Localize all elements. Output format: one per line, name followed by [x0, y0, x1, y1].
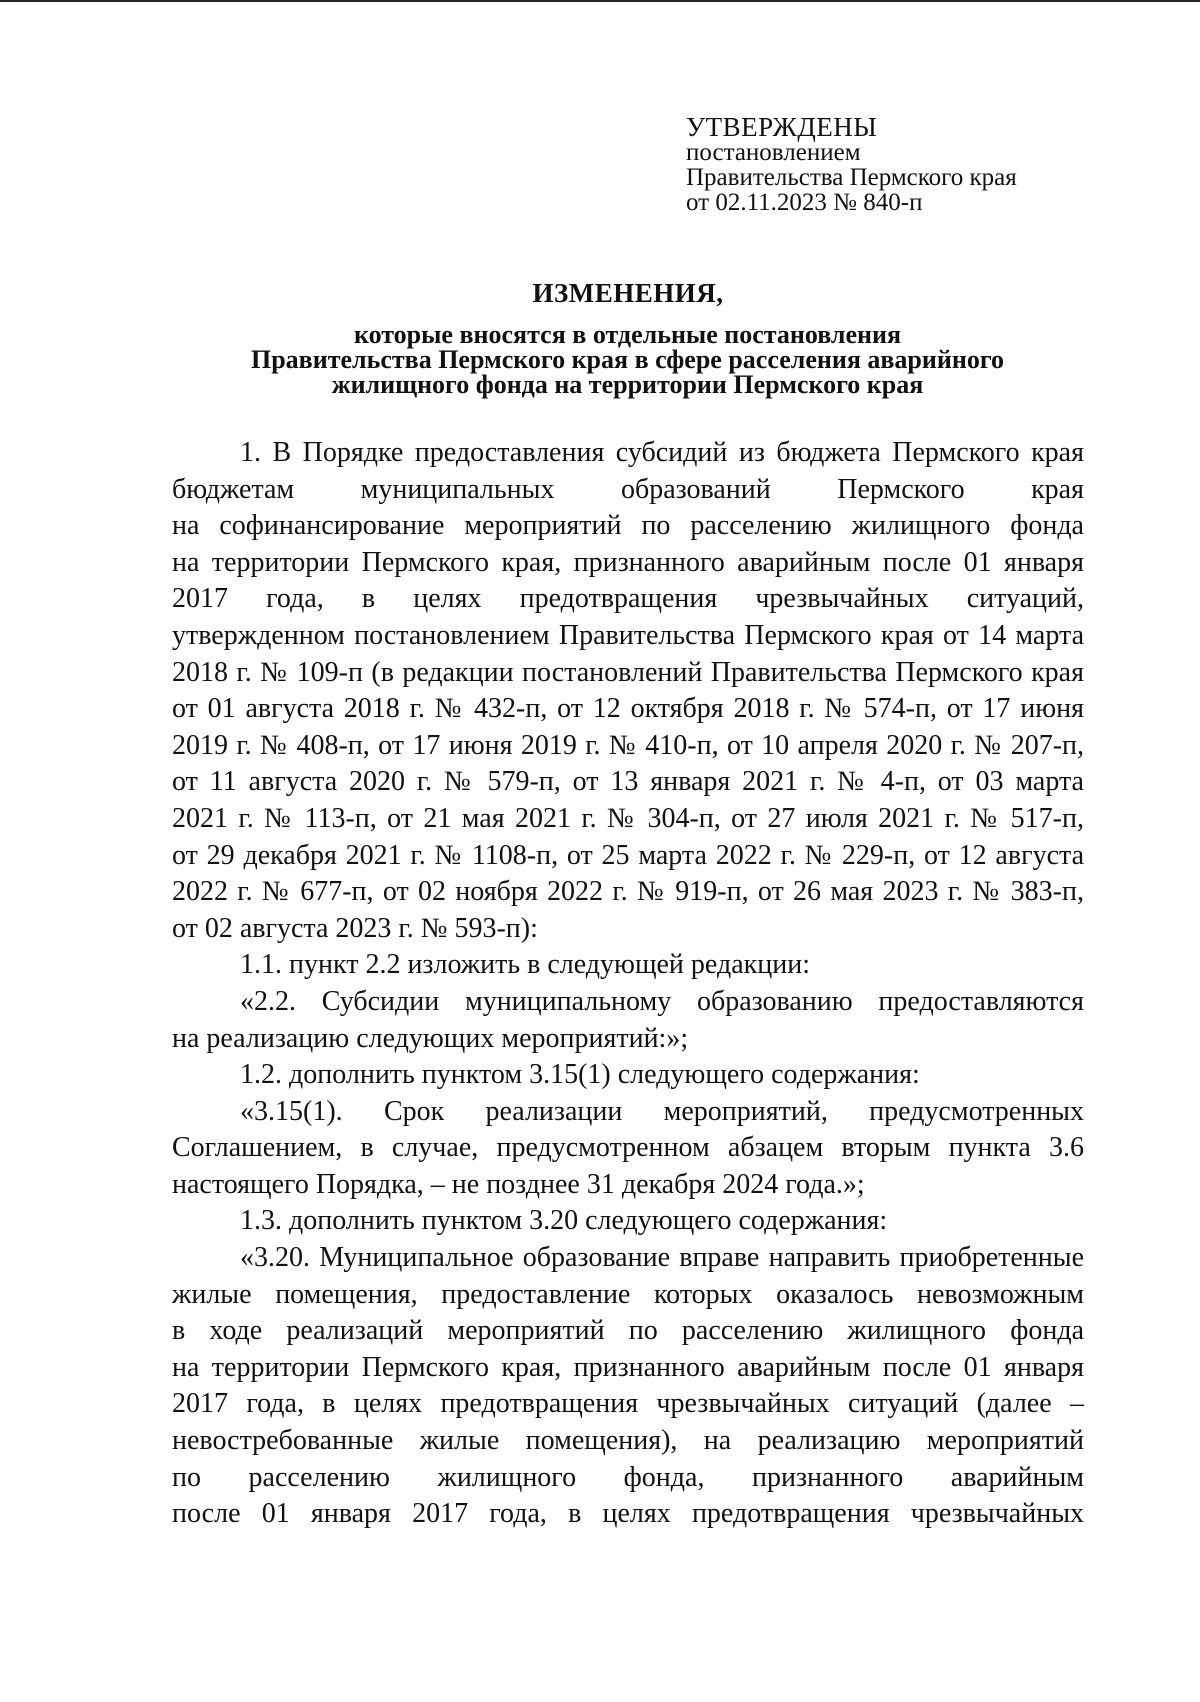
quote-3-15-line: Соглашением, в случае, предусмотренном абзацем вторым пункта 3.6: [172, 1132, 1084, 1164]
paragraph-1-line: от 01 августа 2018 г. № 432-п, от 12 октября 2018 г. № 574-п, от 17 июня: [172, 693, 1084, 725]
paragraph-1-line: 1. В Порядке предоставления субсидий из бюджета Пермского края: [240, 437, 1084, 468]
approval-date-number: от 02.11.2023 № 840-п: [686, 189, 923, 216]
approval-heading: УТВЕРЖДЕНЫ: [686, 112, 878, 142]
paragraph-1-line: от 29 декабря 2021 г. № 1108-п, от 25 марта 2022 г. № 229-п, от 12 августа: [172, 839, 1084, 871]
approval-stamp: [686, 112, 1126, 216]
paragraph-1-line: от 11 августа 2020 г. № 579-п, от 13 января 2021 г. № 4-п, от 03 марта: [172, 766, 1084, 798]
paragraph-1-line: 2019 г. № 408-п, от 17 июня 2019 г. № 410-п, от 10 апреля 2020 г. № 207-п,: [172, 729, 1084, 761]
subtitle-line: Правительства Пермского края в сфере расселения аварийного: [250, 345, 1004, 374]
paragraph-1-line: 2017 года, в целях предотвращения чрезвычайных ситуаций,: [172, 583, 1084, 615]
paragraph-1-line: утвержденном постановлением Правительства Пермского края от 14 марта: [172, 619, 1084, 651]
approval-line: Правительства Пермского края: [686, 164, 1017, 191]
document-title: ИЗМЕНЕНИЯ,: [532, 278, 724, 308]
paragraph-1-line: 2021 г. № 113-п, от 21 мая 2021 г. № 304-п, от 27 июля 2021 г. № 517-п,: [172, 802, 1084, 834]
paragraph-1-line: бюджетам муниципальных образований Пермского края: [172, 473, 1084, 505]
quote-3-20-line: после 01 января 2017 года, в целях предотвращения чрезвычайных: [172, 1498, 1084, 1530]
paragraph-1-line: от 02 августа 2023 г. № 593-п):: [172, 912, 538, 944]
paragraph-1-line: 2022 г. № 677-п, от 02 ноября 2022 г. № 919-п, от 26 мая 2023 г. № 383-п,: [172, 876, 1084, 908]
quote-3-20-line: по расселению жилищного фонда, признанного аварийным: [172, 1461, 1084, 1493]
quote-2-2-line: на реализацию следующих мероприятий:»;: [172, 1022, 689, 1054]
subtitle-line: которые вносятся в отдельные постановления: [353, 320, 902, 349]
paragraph-1-line: на софинансирование мероприятий по расселению жилищного фонда: [172, 510, 1084, 542]
subtitle-line: жилищного фонда на территории Пермского края: [331, 370, 924, 399]
quote-3-20-line: в ходе реализаций мероприятий по расселению жилищного фонда: [172, 1315, 1084, 1347]
quote-3-20-line: на территории Пермского края, признанного аварийным после 01 января: [172, 1351, 1084, 1383]
document-subtitle: [140, 322, 1115, 397]
quote-2-2-line: «2.2. Субсидии муниципальному образованию предоставляются: [240, 985, 1084, 1017]
paragraph-1-1: 1.1. пункт 2.2 изложить в следующей редакции:: [240, 949, 810, 981]
page-top-border: [0, 0, 1200, 2]
quote-3-15-line: «3.15(1). Срок реализации мероприятий, предусмотренных: [240, 1095, 1084, 1127]
quote-3-20-line: невостребованные жилые помещения), на реализацию мероприятий: [172, 1425, 1084, 1457]
quote-3-20-line: «3.20. Муниципальное образование вправе направить приобретенные: [240, 1242, 1084, 1274]
paragraph-1-3: 1.3. дополнить пунктом 3.20 следующего содержания:: [240, 1205, 888, 1237]
quote-3-20-line: 2017 года, в целях предотвращения чрезвычайных ситуаций (далее –: [172, 1388, 1084, 1420]
paragraph-1-line: на территории Пермского края, признанного аварийным после 01 января: [172, 546, 1084, 578]
paragraph-1-line: 2018 г. № 109-п (в редакции постановлений Правительства Пермского края: [172, 656, 1084, 688]
approval-line: постановлением: [686, 139, 861, 166]
document-body: [172, 435, 1084, 1533]
paragraph-1-2: 1.2. дополнить пунктом 3.15(1) следующего содержания:: [240, 1059, 920, 1091]
quote-3-15-line: настоящего Порядка, – не позднее 31 декабря 2024 года.»;: [172, 1168, 865, 1200]
quote-3-20-line: жилые помещения, предоставление которых оказалось невозможным: [172, 1278, 1084, 1310]
